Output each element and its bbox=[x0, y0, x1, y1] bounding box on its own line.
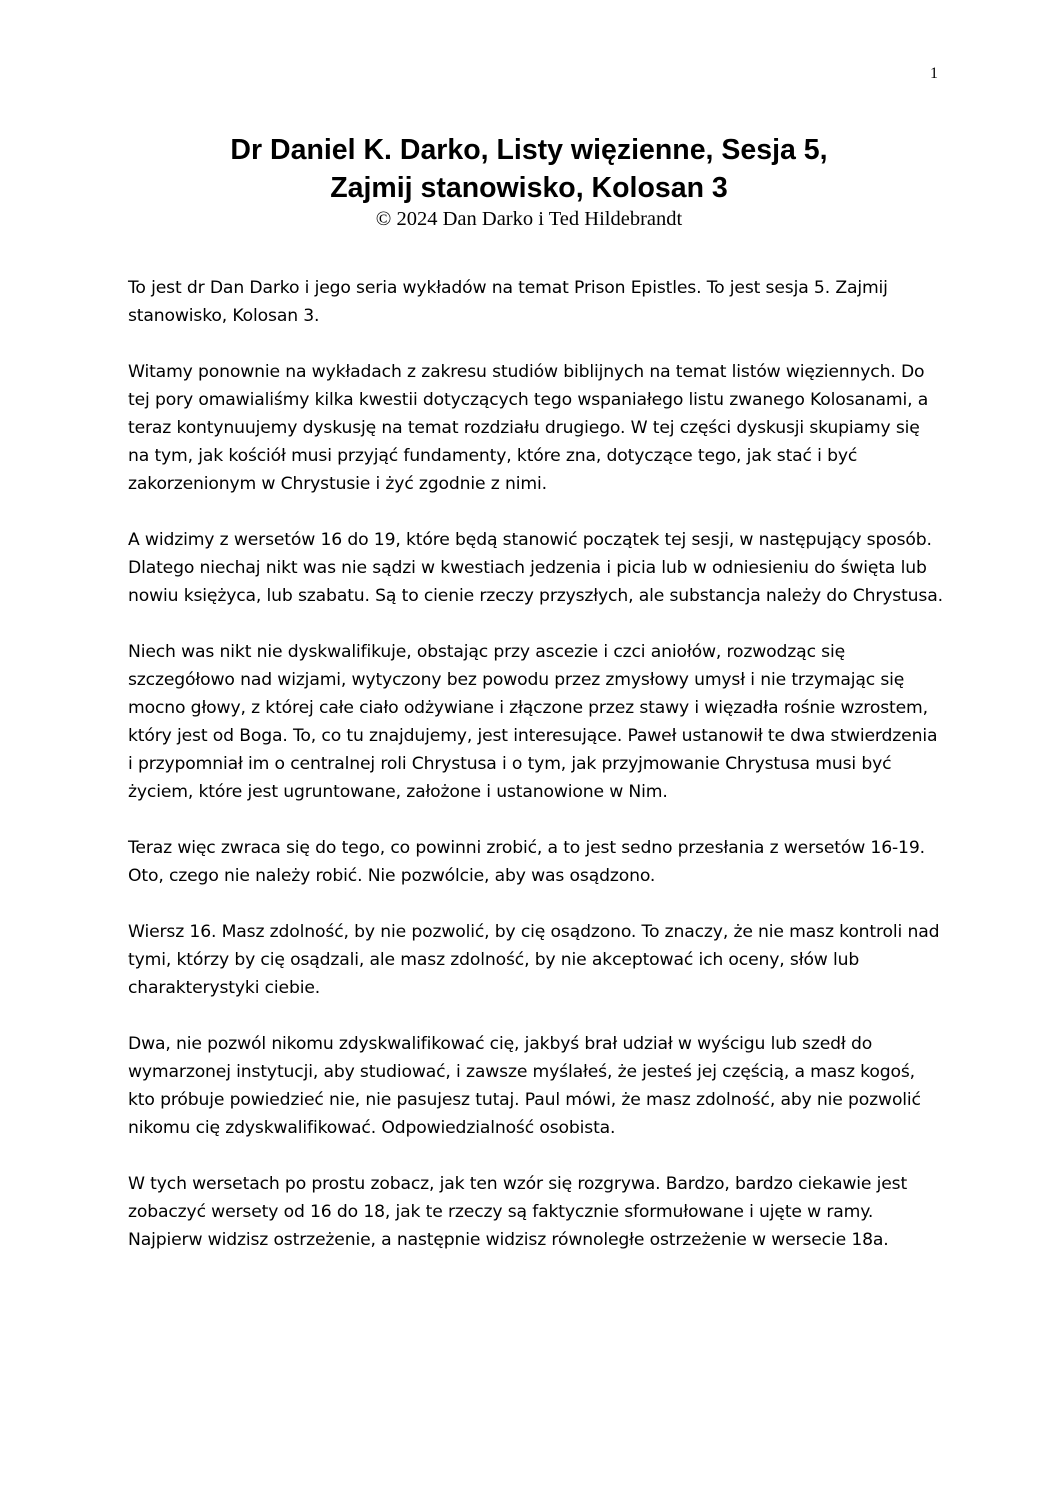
document-header bbox=[0, 131, 1058, 231]
paragraph-8: W tych wersetach po prostu zobacz, jak ten wzór się rozgrywa. Bardzo, bardzo ciekawie jest zobaczyć wersety od 16 do 18, jak te rzeczy są faktycznie sformułowane i ujęte w ramy. Najpierw widzisz ostrzeżenie, a następnie widzisz równoległe ostrzeżenie w wersecie 18a. bbox=[128, 1174, 908, 1250]
page-number: 1 bbox=[930, 65, 938, 82]
paragraph-4: Niech was nikt nie dyskwalifikuje, obstając przy ascezie i czci aniołów, rozwodząc się szczegółowo nad wizjami, wytyczony bez powodu przez zmysłowy umysł i nie trzymając się mocno głowy, z której całe ciało odżywiane i złączone przez stawy i więzadła rośnie wzrostem, który jest od Boga. To, co tu znajdujemy, jest interesujące. Paweł ustanowił te dwa stwierdzenia i przypomniał im o centralnej roli Chrystusa i o tym, jak przyjmowanie Chrystusa musi być życiem, które jest ugruntowane, założone i ustanowione w Nim. bbox=[128, 642, 938, 802]
title-line-2: Zajmij stanowisko, Kolosan 3 bbox=[330, 172, 728, 204]
paragraph-1: To jest dr Dan Darko i jego seria wykładów na temat Prison Epistles. To jest sesja 5. Zajmij stanowisko, Kolosan 3. bbox=[128, 278, 888, 326]
paragraph-7: Dwa, nie pozwól nikomu zdyskwalifikować cię, jakbyś brał udział w wyścigu lub szedł do wymarzonej instytucji, aby studiować, i zawsze myślałeś, że jesteś jej częścią, a masz kogoś, kto próbuje powiedzieć nie, nie pasujesz tutaj. Paul mówi, że masz zdolność, aby nie pozwolić nikomu cię zdyskwalifikować. Odpowiedzialność osobista. bbox=[128, 1034, 921, 1138]
title-line-1: Dr Daniel K. Darko, Listy więzienne, Sesja 5, bbox=[230, 134, 828, 166]
copyright-line: © 2024 Dan Darko i Ted Hildebrandt bbox=[375, 208, 683, 230]
paragraph-3: A widzimy z wersetów 16 do 19, które będą stanowić początek tej sesji, w następujący sposób. Dlatego niechaj nikt was nie sądzi w kwestiach jedzenia i picia lub w odniesieniu do święta lub nowiu księżyca, lub szabatu. Są to cienie rzeczy przyszłych, ale substancja należy do Chrystusa. bbox=[128, 530, 943, 606]
paragraph-6: Wiersz 16. Masz zdolność, by nie pozwolić, by cię osądzono. To znaczy, że nie masz kontroli nad tymi, którzy by cię osądzali, ale masz zdolność, by nie akceptować ich oceny, słów lub charakterystyki ciebie. bbox=[128, 922, 940, 998]
document-title bbox=[0, 131, 1058, 207]
paragraph-2: Witamy ponownie na wykładach z zakresu studiów biblijnych na temat listów więziennych. Do tej pory omawialiśmy kilka kwestii dotyczących tego wspaniałego listu zwanego Kolosanami, a teraz kontynuujemy dyskusję na temat rozdziału drugiego. W tej części dyskusji skupiamy się na tym, jak kościół musi przyjąć fundamenty, które zna, dotyczące tego, jak stać i być zakorzenionym w Chrystusie i żyć zgodnie z nimi. bbox=[128, 362, 929, 494]
paragraph-5: Teraz więc zwraca się do tego, co powinni zrobić, a to jest sedno przesłania z wersetów 16-19. Oto, czego nie należy robić. Nie pozwólcie, aby was osądzono. bbox=[128, 838, 925, 886]
document-body bbox=[128, 274, 943, 1282]
